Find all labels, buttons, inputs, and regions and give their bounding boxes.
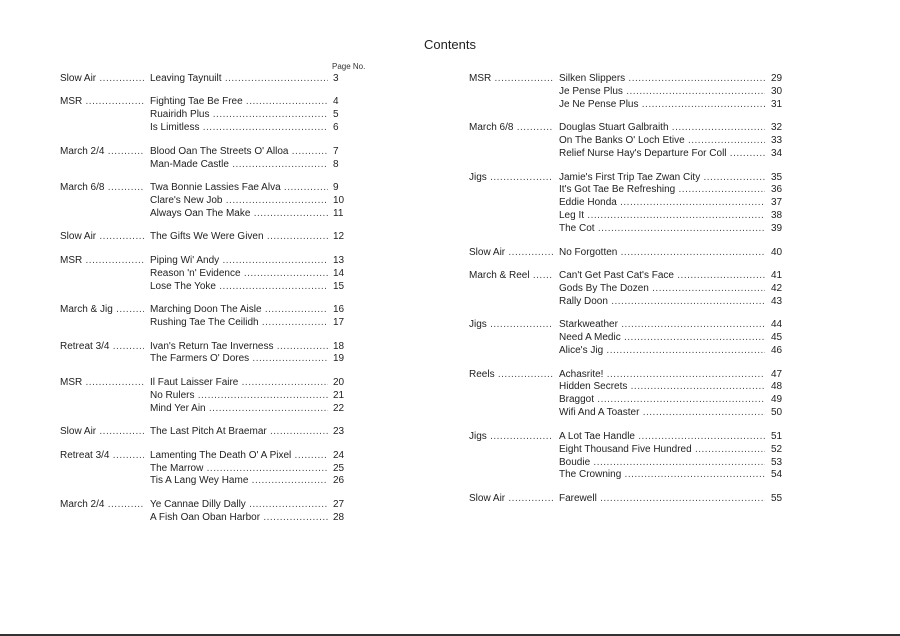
contents-entry — [60, 195, 360, 208]
page-number-header: Page No. — [332, 62, 366, 71]
contents-entry — [60, 317, 360, 330]
tune-title: Mind Yer Ain ..... — [150, 403, 328, 416]
page-number: 54 — [771, 469, 783, 481]
tune-title: It's Got Tae Be Refreshing ..... — [559, 184, 765, 197]
tune-title: Ruairidh Plus ..... — [150, 109, 328, 122]
tune-title: Boudie ..... — [559, 457, 765, 470]
tune-title: On The Banks O' Loch Etive ..... — [559, 135, 765, 148]
tune-title: Rally Doon ..... — [559, 296, 765, 309]
tune-category: MSR ..... — [60, 377, 144, 390]
tune-title: Blood Oan The Streets O' Alloa ..... — [150, 146, 328, 159]
contents-group — [469, 171, 783, 236]
contents-entry — [60, 208, 360, 221]
tune-title: Man-Made Castle ..... — [150, 159, 328, 172]
page-number: 18 — [333, 340, 345, 352]
tune-title: Rushing Tae The Ceilidh ..... — [150, 317, 328, 330]
contents-entry — [60, 146, 360, 159]
tune-category: March 6/8 ..... — [469, 122, 553, 135]
page-number: 6 — [333, 122, 339, 134]
contents-entry — [60, 475, 360, 488]
tune-title: Fighting Tae Be Free ..... — [150, 96, 328, 109]
tune-title: The Cot ..... — [559, 223, 765, 236]
contents-entry — [60, 159, 360, 172]
page-number: 38 — [771, 210, 783, 222]
contents-entry — [60, 255, 360, 268]
tune-title: Wifi And A Toaster ..... — [559, 407, 765, 420]
tune-category: MSR ..... — [469, 73, 553, 86]
page-number: 21 — [333, 389, 345, 401]
tune-title: Jamie's First Trip Tae Zwan City ..... — [559, 172, 765, 185]
tune-category: Retreat 3/4 ..... — [60, 341, 144, 354]
contents-entry — [469, 184, 783, 197]
contents-group — [60, 146, 360, 172]
tune-category: Slow Air ..... — [60, 231, 144, 244]
contents-entry — [469, 246, 783, 260]
contents-group — [469, 246, 783, 260]
tune-title: Je Pense Plus ..... — [559, 86, 765, 99]
tune-title: Hidden Secrets ..... — [559, 381, 765, 394]
tune-title: Can't Get Past Cat's Face ..... — [559, 270, 765, 283]
page-number: 29 — [771, 73, 783, 84]
tune-category: March 6/8 ..... — [60, 182, 144, 195]
tune-title: Clare's New Job ..... — [150, 195, 328, 208]
tune-title: A Fish Oan Oban Harbor ..... — [150, 512, 328, 525]
tune-title: Is Limitless ..... — [150, 122, 328, 135]
contents-group — [469, 492, 783, 506]
tune-title: Lamenting The Death O' A Pixel ..... — [150, 450, 328, 463]
tune-category: Slow Air ..... — [469, 493, 553, 506]
contents-entry — [469, 122, 783, 135]
page-number: 24 — [333, 449, 345, 461]
contents-entry — [60, 281, 360, 294]
page-number: 53 — [771, 456, 783, 468]
page-number: 12 — [333, 231, 345, 243]
contents-entry — [469, 270, 783, 283]
tune-title: Reason 'n' Evidence ..... — [150, 268, 328, 281]
tune-category: Jigs ..... — [469, 319, 553, 332]
page-number: 20 — [333, 376, 345, 388]
tune-category: Reels ..... — [469, 369, 553, 382]
tune-title: Gods By The Dozen ..... — [559, 283, 765, 296]
contents-entry — [469, 430, 783, 444]
contents-entry — [60, 231, 360, 244]
tune-category: Jigs ..... — [469, 172, 553, 185]
right-column — [469, 73, 783, 516]
contents-entry — [469, 394, 783, 407]
tune-title: No Rulers ..... — [150, 390, 328, 403]
left-column — [60, 73, 360, 535]
tune-title: Ye Cannae Dilly Dally ..... — [150, 499, 328, 512]
contents-group — [60, 96, 360, 135]
page-number: 9 — [333, 182, 339, 194]
tune-title: Tis A Lang Wey Hame ..... — [150, 475, 328, 488]
contents-entry — [469, 332, 783, 345]
contents-entry — [60, 463, 360, 476]
contents-entry — [469, 381, 783, 394]
contents-entry — [60, 353, 360, 366]
page-number: 28 — [333, 511, 345, 523]
contents-entry — [60, 268, 360, 281]
page-number: 43 — [771, 295, 783, 307]
page-number: 25 — [333, 462, 345, 474]
contents-group — [60, 426, 360, 439]
page-number: 4 — [333, 96, 339, 108]
contents-entry — [469, 282, 783, 296]
contents-entry — [60, 341, 360, 354]
contents-entry — [469, 492, 783, 506]
tune-title: Il Faut Laisser Faire ..... — [150, 377, 328, 390]
tune-title: The Last Pitch At Braemar ..... — [150, 426, 328, 439]
contents-entry — [469, 368, 783, 382]
tune-title: Farewell ..... — [559, 493, 765, 506]
contents-entry — [469, 456, 783, 470]
tune-category: MSR ..... — [60, 255, 144, 268]
page-number: 31 — [771, 98, 783, 110]
tune-title: The Crowning ..... — [559, 469, 765, 482]
contents-group — [60, 255, 360, 294]
contents-entry — [469, 135, 783, 148]
tune-title: Need A Medic ..... — [559, 332, 765, 345]
tune-title: The Farmers O' Dores ..... — [150, 353, 328, 366]
contents-entry — [60, 450, 360, 463]
tune-title: Lose The Yoke ..... — [150, 281, 328, 294]
tune-category: Slow Air ..... — [469, 247, 553, 260]
tune-title: Je Ne Pense Plus ..... — [559, 99, 765, 112]
tune-title: Eight Thousand Five Hundred ..... — [559, 444, 765, 457]
tune-title: Leg It ..... — [559, 210, 765, 223]
contents-entry — [60, 73, 360, 86]
tune-category: March 2/4 ..... — [60, 499, 144, 512]
contents-entry — [469, 295, 783, 309]
contents-entry — [60, 512, 360, 525]
contents-group — [60, 182, 360, 221]
page-number: 19 — [333, 353, 345, 365]
page-number: 5 — [333, 109, 339, 121]
contents-entry — [60, 377, 360, 390]
contents-entry — [60, 109, 360, 122]
tune-title: Twa Bonnie Lassies Fae Alva ..... — [150, 182, 328, 195]
page-number: 48 — [771, 381, 783, 393]
contents-entry — [60, 96, 360, 109]
contents-entry — [60, 403, 360, 416]
page-number: 45 — [771, 332, 783, 344]
page-number: 22 — [333, 402, 345, 414]
page-number: 16 — [333, 304, 345, 316]
contents-entry — [469, 223, 783, 236]
page-number: 17 — [333, 317, 345, 329]
page-number: 36 — [771, 184, 783, 196]
contents-group — [60, 450, 360, 489]
contents-entry — [469, 407, 783, 420]
page-number: 35 — [771, 171, 783, 183]
page-number: 52 — [771, 443, 783, 455]
contents-entry — [60, 499, 360, 512]
contents-entry — [469, 345, 783, 358]
page-number: 49 — [771, 394, 783, 406]
tune-category: MSR ..... — [60, 96, 144, 109]
page-number: 40 — [771, 246, 783, 258]
page-number: 30 — [771, 85, 783, 97]
page-number: 33 — [771, 135, 783, 147]
tune-title: Leaving Taynuilt ..... — [150, 73, 328, 86]
tune-category: March 2/4 ..... — [60, 146, 144, 159]
contents-entry — [469, 148, 783, 161]
tune-title: Braggot ..... — [559, 394, 765, 407]
contents-group — [469, 122, 783, 161]
page-number: 15 — [333, 280, 345, 292]
page-number: 26 — [333, 475, 345, 487]
contents-entry — [60, 182, 360, 195]
contents-group — [60, 231, 360, 244]
contents-entry — [469, 171, 783, 185]
tune-category: Slow Air ..... — [60, 73, 144, 86]
page-number: 51 — [771, 430, 783, 442]
tune-title: Always Oan The Make ..... — [150, 208, 328, 221]
contents-group — [60, 341, 360, 367]
tune-title: Alice's Jig ..... — [559, 345, 765, 358]
tune-title: Achasrite! ..... — [559, 369, 765, 382]
page-number: 10 — [333, 195, 345, 207]
page-title: Contents — [423, 37, 477, 52]
contents-entry — [60, 122, 360, 135]
tune-category: Slow Air ..... — [60, 426, 144, 439]
page-number: 50 — [771, 407, 783, 419]
page-number: 55 — [771, 492, 783, 504]
contents-entry — [469, 210, 783, 223]
tune-title: No Forgotten ..... — [559, 247, 765, 260]
tune-category: Jigs ..... — [469, 431, 553, 444]
tune-title: Relief Nurse Hay's Departure For Coll ..... — [559, 148, 765, 161]
tune-title: Ivan's Return Tae Inverness ..... — [150, 341, 328, 354]
page-number: 34 — [771, 148, 783, 160]
contents-entry — [469, 85, 783, 99]
contents-entry — [60, 390, 360, 403]
page-number: 11 — [333, 207, 344, 219]
contents-entry — [60, 304, 360, 317]
tune-title: The Marrow ..... — [150, 463, 328, 476]
tune-title: Marching Doon The Aisle ..... — [150, 304, 328, 317]
tune-title: The Gifts We Were Given ..... — [150, 231, 328, 244]
contents-group — [469, 319, 783, 358]
page-number: 42 — [771, 282, 783, 294]
page-number: 32 — [771, 122, 783, 134]
page-number: 46 — [771, 345, 783, 357]
page-number: 39 — [771, 223, 783, 235]
tune-title: Silken Slippers ..... — [559, 73, 765, 86]
page-number: 7 — [333, 145, 339, 157]
page-number: 13 — [333, 254, 345, 266]
contents-group — [60, 499, 360, 525]
tune-category: Retreat 3/4 ..... — [60, 450, 144, 463]
tune-title: Piping Wi' Andy ..... — [150, 255, 328, 268]
contents-entry — [469, 197, 783, 210]
contents-group — [469, 270, 783, 309]
page-number: 47 — [771, 368, 783, 380]
contents-group — [60, 377, 360, 416]
contents-entry — [469, 73, 783, 86]
tune-title: A Lot Tae Handle ..... — [559, 431, 765, 444]
page-number: 27 — [333, 498, 345, 510]
contents-group — [469, 430, 783, 483]
page-number: 23 — [333, 426, 345, 438]
tune-title: Starkweather ..... — [559, 319, 765, 332]
contents-entry — [60, 426, 360, 439]
page-number: 41 — [771, 270, 783, 282]
page-number: 3 — [333, 73, 339, 84]
contents-group — [469, 73, 783, 112]
contents-group — [60, 73, 360, 86]
page-number: 44 — [771, 319, 783, 331]
contents-entry — [469, 443, 783, 457]
tune-category: March & Jig ..... — [60, 304, 144, 317]
page-number: 14 — [333, 267, 345, 279]
tune-category: March & Reel ..... — [469, 270, 553, 283]
contents-group — [469, 368, 783, 421]
tune-title: Douglas Stuart Galbraith ..... — [559, 122, 765, 135]
contents-entry — [469, 98, 783, 112]
contents-entry — [469, 469, 783, 482]
contents-entry — [469, 319, 783, 332]
contents-group — [60, 304, 360, 330]
page-number: 37 — [771, 197, 783, 209]
tune-title: Eddie Honda ..... — [559, 197, 765, 210]
page-number: 8 — [333, 158, 339, 170]
